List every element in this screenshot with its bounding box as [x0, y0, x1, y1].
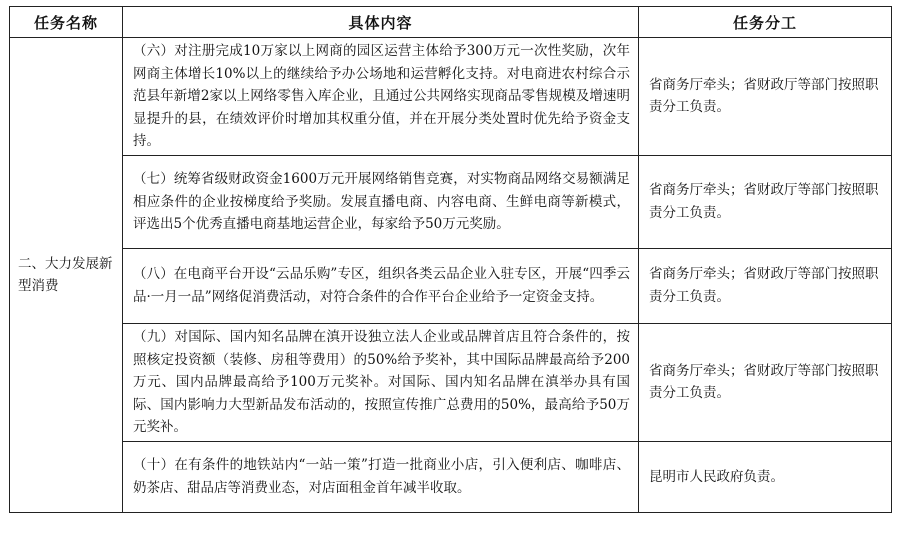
table-row	[10, 441, 892, 512]
content-cell: （九）对国际、国内知名品牌在滇开设独立法人企业或品牌首店且符合条件的，按照核定投资额（装修、房租等费用）的50%给予奖补，其中国际品牌最高给予200万元、国内品牌最高给予100万元奖补。对国际、国内知名品牌在滇举办具有国际、国内影响力大型新品发布活动的，按照宣传推广总费用的50%，最高给予50万元奖补。	[123, 323, 639, 441]
header-content: 具体内容	[123, 7, 639, 38]
policy-table	[9, 6, 892, 513]
duty-cell: 省商务厅牵头；省财政厅等部门按照职责分工负责。	[639, 155, 892, 248]
table-row	[10, 155, 892, 248]
content-cell: （六）对注册完成10万家以上网商的园区运营主体给予300万元一次性奖励，次年网商主体增长10%以上的继续给予办公场地和运营孵化支持。对电商进农村综合示范县年新增2家以上网络零售入库企业，且通过公共网络实现商品零售规模及增速明显提升的县，在绩效评价时增加其权重分值，并在开展分类处置时优先给予资金支持。	[123, 38, 639, 156]
table-row	[10, 323, 892, 441]
duty-cell: 省商务厅牵头；省财政厅等部门按照职责分工负责。	[639, 248, 892, 323]
task-name-cell: 二、大力发展新型消费	[10, 38, 123, 513]
header-duty: 任务分工	[639, 7, 892, 38]
table-row	[10, 38, 892, 156]
duty-cell: 省商务厅牵头；省财政厅等部门按照职责分工负责。	[639, 323, 892, 441]
table-row	[10, 248, 892, 323]
header-task-name: 任务名称	[10, 7, 123, 38]
content-cell: （八）在电商平台开设“云品乐购”专区，组织各类云品企业入驻专区，开展“四季云品·一月一品”网络促消费活动，对符合条件的合作平台企业给予一定资金支持。	[123, 248, 639, 323]
content-cell: （七）统筹省级财政资金1600万元开展网络销售竞赛，对实物商品网络交易额满足相应条件的企业按梯度给予奖励。发展直播电商、内容电商、生鲜电商等新模式，评选出5个优秀直播电商基地运营企业，每家给予50万元奖励。	[123, 155, 639, 248]
content-cell: （十）在有条件的地铁站内“一站一策”打造一批商业小店，引入便利店、咖啡店、奶茶店、甜品店等消费业态，对店面租金首年减半收取。	[123, 441, 639, 512]
duty-cell: 省商务厅牵头；省财政厅等部门按照职责分工负责。	[639, 38, 892, 156]
header-row	[10, 7, 892, 38]
duty-cell: 昆明市人民政府负责。	[639, 441, 892, 512]
